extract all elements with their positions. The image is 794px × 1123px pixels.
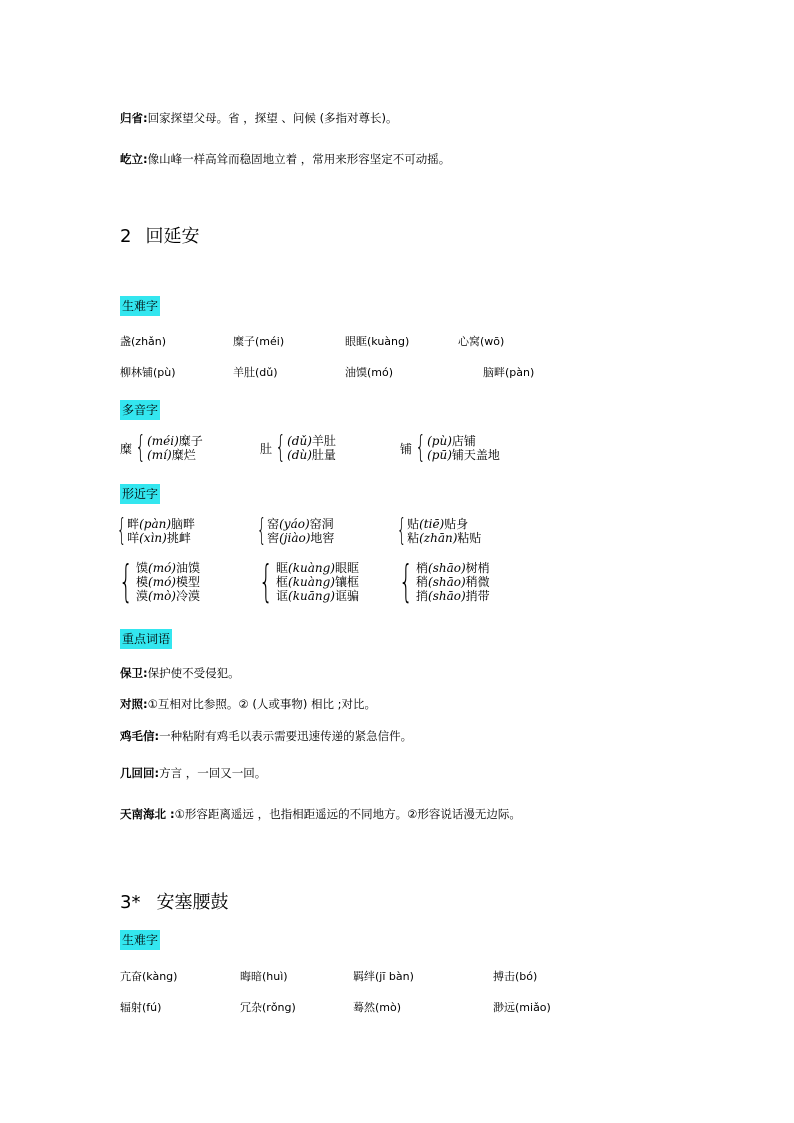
tag-key-terms: 重点词语 [120, 629, 172, 649]
vocab-item: 油馍(mó) [345, 366, 394, 379]
similar-group: { 眶(kuàng)眼眶 框(kuàng)镶框 诓(kuāng)诓骗 [259, 556, 359, 607]
polyphonic-group: 铺 { (pù)店铺 (pū)铺天盖地 [400, 430, 500, 465]
similar-group: { 畔(pàn)脑畔 咩(xìn)挑衅 [116, 513, 196, 548]
vocab-item: 蓦然(mò) [353, 1001, 402, 1014]
polyphonic-group: 糜 { (méi)糜子 (mí)糜烂 [120, 430, 203, 465]
similar-group: { 梢(shāo)树梢 稍(shāo)稍微 捎(shāo)捎带 [399, 556, 490, 607]
similar-group: { 馍(mó)油馍 模(mó)模型 漠(mò)冷漠 [119, 556, 200, 607]
vocab-item: 渺远(miǎo) [493, 1001, 551, 1014]
vocab-item: 冗杂(rǒng) [240, 1001, 296, 1014]
similar-group: { 窑(yáo)窑洞 窖(jiào)地窖 [256, 513, 335, 548]
tag-new-chars: 生难字 [120, 296, 160, 316]
vocab-item: 眼眶(kuàng) [345, 335, 410, 348]
vocab-item: 搏击(bó) [493, 970, 538, 983]
section-3-heading: 3* 安塞腰鼓 [120, 892, 229, 913]
vocab-item: 羊肚(dǔ) [233, 366, 278, 379]
section-2-heading: 2 回延安 [120, 226, 200, 247]
tag-polyphonic: 多音字 [120, 400, 160, 420]
definition-guisheng: 归省:回家探望父母。省 ，探望 、问候 (多指对尊长)。 [120, 111, 398, 125]
vocab-item: 柳林铺(pù) [120, 366, 176, 379]
definition-yili: 屹立:像山峰一样高耸而稳固地立着 ，常用来形容坚定不可动摇。 [120, 152, 451, 166]
key-term: 天南海北 :①形容距离遥远 ，也指相距遥远的不同地方。②形容说话漫无边际。 [120, 807, 521, 821]
similar-group: { 贴(tiē)贴身 粘(zhān)粘贴 [396, 513, 482, 548]
vocab-item: 晦暗(huì) [240, 970, 288, 983]
key-term: 保卫:保护使不受侵犯。 [120, 666, 240, 680]
vocab-item: 脑畔(pàn) [483, 366, 535, 379]
vocab-item: 羁绊(jī bàn) [353, 970, 414, 983]
vocab-item: 亢奋(kàng) [120, 970, 178, 983]
vocab-item: 糜子(méi) [233, 335, 285, 348]
key-term: 鸡毛信:一种粘附有鸡毛以表示需要迅速传递的紧急信件。 [120, 729, 413, 743]
vocab-item: 心窝(wō) [458, 335, 505, 348]
key-term: 对照:①互相对比参照。② (人或事物) 相比 ;对比。 [120, 697, 377, 711]
tag-similar-chars: 形近字 [120, 484, 160, 504]
key-term: 几回回:方言 ，一回又一回。 [120, 766, 267, 780]
vocab-item: 辐射(fú) [120, 1001, 162, 1014]
tag-new-chars-3: 生难字 [120, 930, 160, 950]
vocab-item: 盏(zhǎn) [120, 335, 167, 348]
polyphonic-group: 肚 { (dǔ)羊肚 (dù)肚量 [260, 430, 336, 465]
